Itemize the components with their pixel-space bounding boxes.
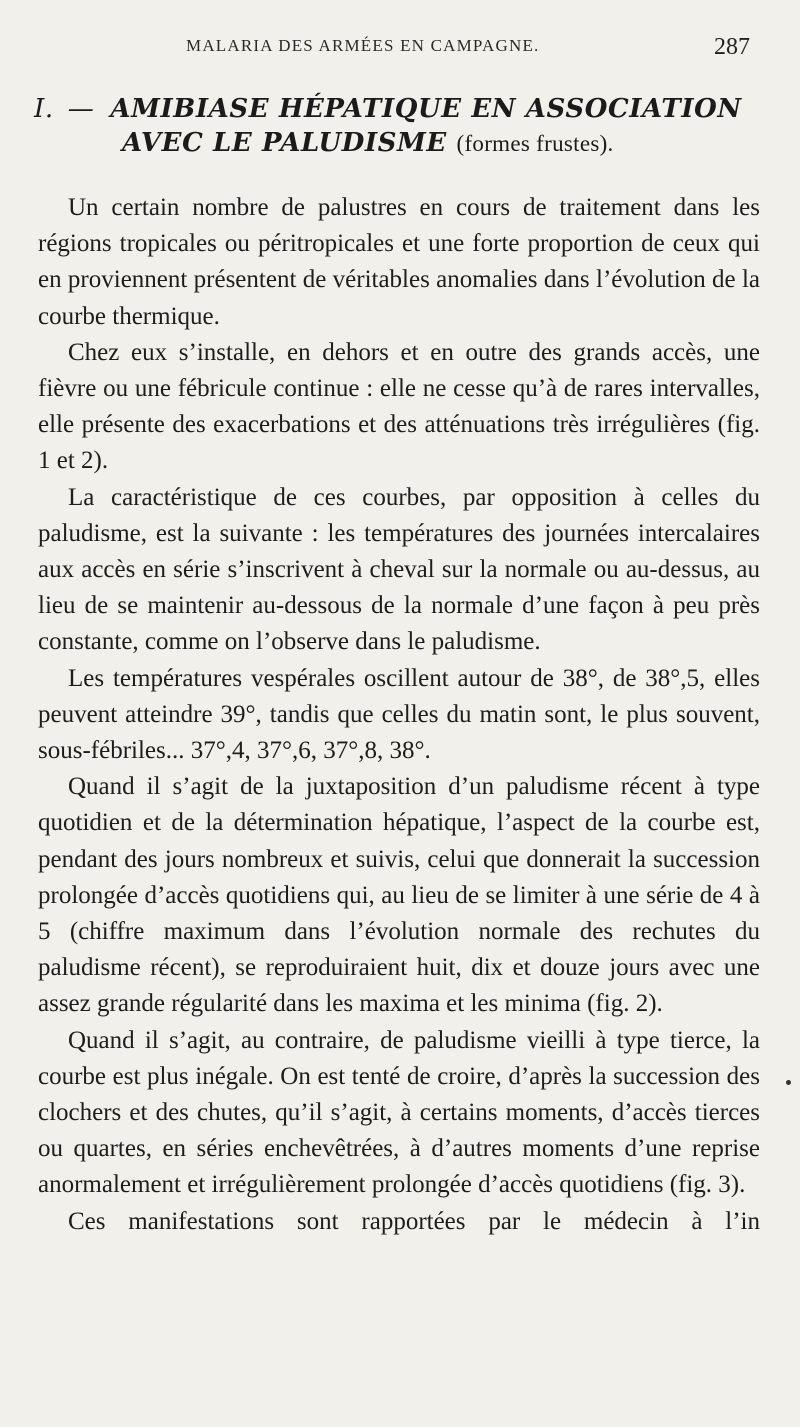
paragraph-4: Les températures vespérales oscillent autour de 38°, de 38°,5, elles peuvent atteindre 39°, tandis que celles du matin sont, le plus souvent, sous-fébriles... 37°,4, 37°,6, 37°,8, 38°. [38,664,760,765]
section-heading-line2 [34,126,774,161]
paragraph-6: Quand il s’agit, au contraire, de paludisme vieilli à type tierce, la courbe est plus inégale. On est tenté de croire, d’après la succession des clochers et des chutes, qu’il s’agit, à certains moments, d’accès tierces ou quartes, en séries enchevêtrées, à d’autres moments d’une reprise anormalement et irrégulièrement prolongée d’accès quotidiens (fig. 3). [38,1026,760,1199]
paragraph-3: La caractéristique de ces courbes, par opposition à celles du paludisme, est la suivante : les températures des journées intercalaires aux accès en série s’inscrivent à cheval sur la normale ou au-dessus, au lieu de se maintenir au-dessous de la normale d’une façon à peu près constante, comme on l’observe dans le paludisme. [38,483,760,656]
margin-mark [786,1080,791,1085]
section-heading-line1 [34,92,774,126]
paragraph-5: Quand il s’agit de la juxtaposition d’un paludisme récent à type quotidien et de la détermination hépatique, l’aspect de la courbe est, pendant des jours nombreux et suivis, celui que donnerait la succession prolongée d’accès quotidiens qui, au lieu de se limiter à une série de 4 à 5 (chiffre maximum dans l’évolution normale des rechutes du paludisme récent), se reproduiraient huit, dix et douze jours avec une assez grande régularité dans les maxima et les minima (fig. 2). [38,773,760,1018]
section-title-line1: AMIBIASE HÉPATIQUE EN ASSOCIATION [110,94,742,124]
paragraph-2: Chez eux s’installe, en dehors et en outre des grands accès, une fièvre ou une fébricule continue : elle ne cesse qu’à de rares intervalles, elle présente des exacerbations et des atténuations très irrégulières (fig. 1 et 2). [38,338,760,475]
paragraph-1: Un certain nombre de palustres en cours de traitement dans les régions tropicales ou péritropicales et une forte proportion de ceux qui en proviennent présentent de véritables anomalies dans l’évolution de la courbe thermique. [38,194,760,330]
running-head: MALARIA DES ARMÉES EN CAMPAGNE. [186,36,540,55]
section-dash: — [67,94,95,124]
section-number: I. [34,94,54,124]
body-text [38,190,760,1240]
page-number: 287 [714,34,750,60]
section-heading [34,92,774,161]
section-title-tail: (formes frustes). [456,131,614,156]
section-title-line2: AVEC LE PALUDISME [122,128,447,158]
paragraph-7: Ces manifestations sont rapportées par le médecin à l’in [68,1207,760,1235]
